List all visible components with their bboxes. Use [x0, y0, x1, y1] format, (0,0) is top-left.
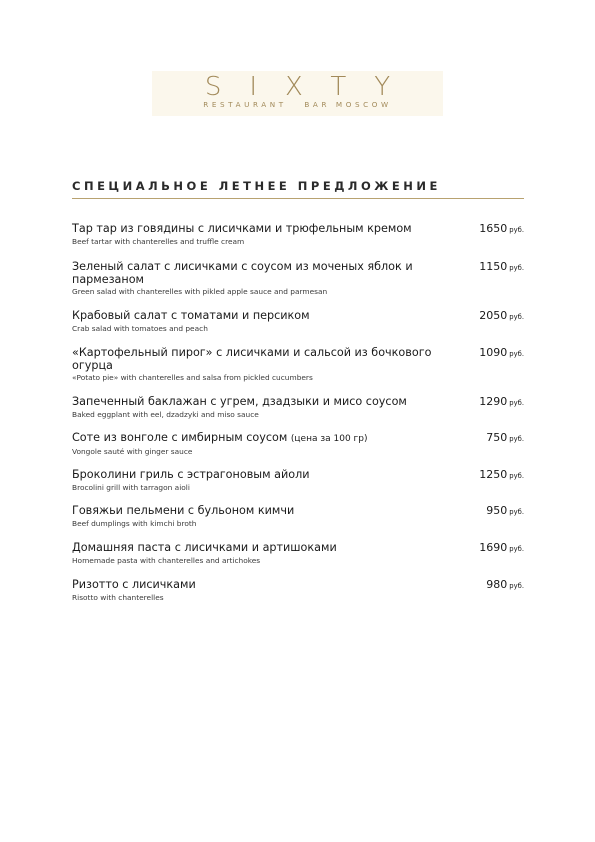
- item-description: Beef dumplings with kimchi broth: [72, 518, 197, 528]
- item-price-value: 950: [486, 504, 508, 517]
- menu-item: [72, 347, 524, 383]
- item-description: Beef tartar with chanterelles and truffle cream: [72, 236, 245, 246]
- logo-name: SIXTY: [204, 72, 419, 102]
- item-name-text: Крабовый салат с томатами и персиком: [72, 309, 310, 322]
- menu-item: [72, 261, 524, 297]
- item-price-value: 1290: [479, 395, 508, 408]
- item-currency: руб.: [509, 399, 524, 407]
- item-description: Homemade pasta with chanterelles and artichokes: [72, 555, 261, 565]
- item-price: [479, 469, 524, 483]
- item-currency: руб.: [509, 435, 524, 443]
- item-name-text: «Картофельный пирог» с лисичками и сальсой из бочкового огурца: [72, 346, 432, 372]
- menu-item: [72, 505, 524, 529]
- item-name-text: Зеленый салат с лисичками с соусом из моченых яблок и пармезаном: [72, 260, 413, 286]
- item-name-text: Броколини гриль с эстрагоновым айоли: [72, 468, 310, 481]
- item-price: [486, 432, 524, 446]
- item-description: Baked eggplant with eel, dzadzyki and miso sauce: [72, 409, 259, 419]
- item-price: [479, 396, 524, 410]
- item-price: [486, 505, 524, 519]
- item-name: [72, 542, 442, 555]
- item-name-text: Домашняя паста с лисичками и артишоками: [72, 541, 337, 554]
- item-description: Brocolini grill with tarragon aioli: [72, 482, 190, 492]
- item-price-value: 1090: [479, 346, 508, 359]
- item-price: [479, 347, 524, 361]
- item-name: [72, 505, 442, 518]
- title-divider: [72, 198, 524, 199]
- item-price-value: 2050: [479, 309, 508, 322]
- item-currency: руб.: [509, 508, 524, 516]
- item-name-text: Соте из вонголе с имбирным соусом: [72, 431, 288, 444]
- menu-item: [72, 579, 524, 603]
- item-currency: руб.: [509, 264, 524, 272]
- item-currency: руб.: [509, 313, 524, 321]
- item-currency: руб.: [509, 472, 524, 480]
- menu-item: [72, 310, 524, 334]
- item-description: Vongole sauté with ginger sauce: [72, 446, 193, 456]
- menu-item: [72, 223, 524, 247]
- item-currency: руб.: [509, 226, 524, 234]
- menu-item: [72, 542, 524, 566]
- item-name: [72, 432, 442, 446]
- logo-tagline: RESTAURANT BAR MOSCOW: [203, 100, 392, 109]
- item-price: [479, 542, 524, 556]
- item-description: Risotto with chanterelles: [72, 592, 164, 602]
- item-name: [72, 310, 442, 323]
- item-name: [72, 261, 442, 286]
- item-price-value: 1690: [479, 541, 508, 554]
- item-description: «Potato pie» with chanterelles and salsa from pickled cucumbers: [72, 373, 313, 383]
- item-price: [479, 310, 524, 324]
- item-price-value: 980: [486, 578, 508, 591]
- item-name-text: Тар тар из говядины с лисичками и трюфельным кремом: [72, 222, 412, 235]
- item-currency: руб.: [509, 350, 524, 358]
- item-name: [72, 347, 442, 372]
- item-price-value: 1150: [479, 260, 508, 273]
- menu-item: [72, 432, 524, 457]
- item-currency: руб.: [509, 545, 524, 553]
- menu-item: [72, 469, 524, 493]
- item-price: [486, 579, 524, 593]
- item-price-value: 750: [486, 431, 508, 444]
- item-description: Crab salad with tomatoes and peach: [72, 323, 208, 333]
- item-price: [479, 223, 524, 237]
- item-name: [72, 579, 442, 592]
- item-name: [72, 223, 442, 236]
- item-name: [72, 469, 442, 482]
- section-title: СПЕЦИАЛЬНОЕ ЛЕТНЕЕ ПРЕДЛОЖЕНИЕ: [72, 179, 441, 193]
- item-description: Green salad with chanterelles with pikled apple sauce and parmesan: [72, 287, 328, 297]
- logo: [152, 71, 443, 116]
- item-price-value: 1650: [479, 222, 508, 235]
- item-name-text: Ризотто с лисичками: [72, 578, 196, 591]
- menu-item: [72, 396, 524, 420]
- item-name-text: Говяжьи пельмени с бульоном кимчи: [72, 504, 295, 517]
- item-currency: руб.: [509, 582, 524, 590]
- item-name-text: Запеченный баклажан с угрем, дзадзыки и мисо соусом: [72, 395, 407, 408]
- item-name: [72, 396, 442, 409]
- item-note: (цена за 100 гр): [290, 434, 368, 444]
- item-price-value: 1250: [479, 468, 508, 481]
- item-price: [479, 261, 524, 275]
